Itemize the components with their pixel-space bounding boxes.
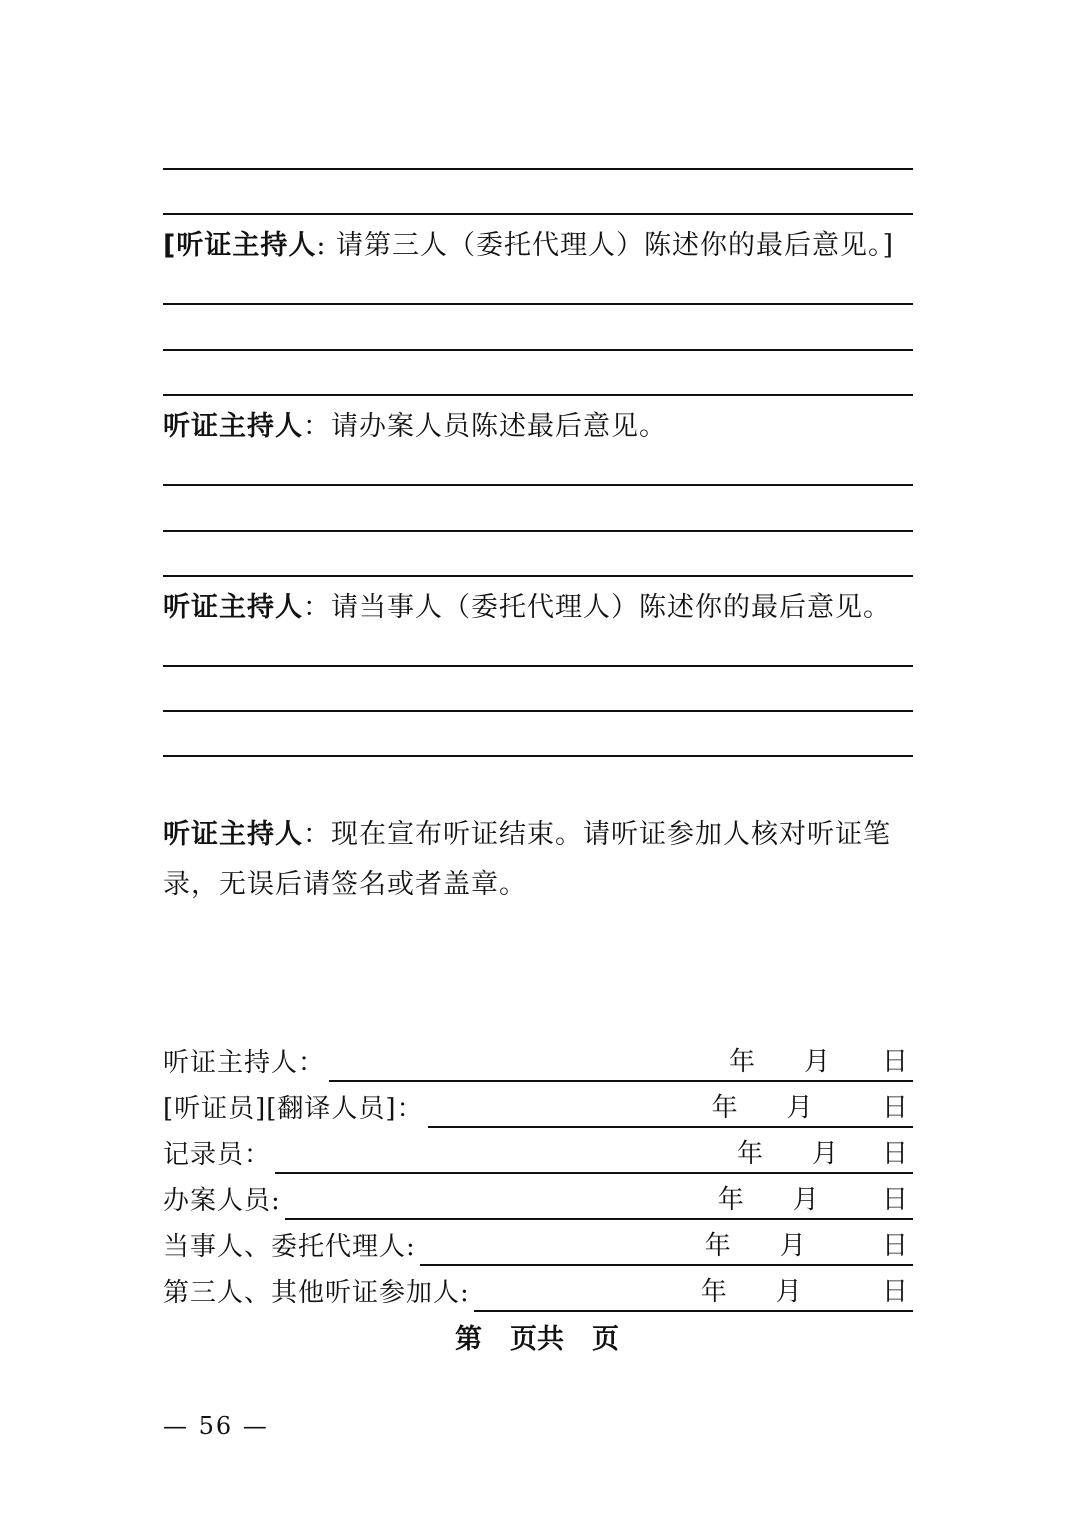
date-day: 日	[881, 1277, 909, 1307]
prompt-third-party	[163, 228, 913, 264]
blank-line	[163, 755, 913, 757]
signature-row-case-officer	[163, 1180, 913, 1220]
date-month: 月	[812, 1139, 840, 1169]
date-year: 年	[711, 1093, 739, 1123]
signature-row-third-party	[163, 1272, 913, 1312]
date-month: 月	[792, 1185, 820, 1215]
blank-line	[163, 530, 913, 532]
date-day: 日	[881, 1231, 909, 1261]
date-day: 日	[881, 1185, 909, 1215]
date-day: 日	[881, 1047, 909, 1077]
date-month: 月	[779, 1231, 807, 1261]
signature-field[interactable]	[428, 1090, 913, 1128]
speaker-label: 听证主持人	[163, 819, 303, 850]
signature-label: 记录员：	[163, 1140, 272, 1170]
signature-field[interactable]	[285, 1182, 913, 1220]
date-year: 年	[729, 1047, 757, 1077]
signature-row-party	[163, 1226, 913, 1266]
blank-line	[163, 710, 913, 712]
page-count-suffix: 页	[592, 1324, 619, 1355]
date-year: 年	[700, 1277, 728, 1307]
page-number: — 56 —	[163, 1412, 269, 1440]
blank-line	[163, 168, 913, 170]
signature-label: 当事人、委托代理人:	[163, 1232, 416, 1262]
prompt-case-officer	[163, 409, 913, 445]
page-count	[0, 1322, 1074, 1358]
prompt-text: : 请第三人（委托代理人）陈述你的最后意见。]	[316, 230, 895, 261]
signature-row-recorder	[163, 1134, 913, 1174]
prompt-party	[163, 590, 913, 626]
blank-line	[163, 484, 913, 486]
blank-line	[163, 303, 913, 305]
speaker-label: [听证主持人	[163, 230, 317, 261]
blank-line	[163, 349, 913, 351]
date-month: 月	[786, 1093, 814, 1123]
signature-label: 办案人员:	[163, 1186, 281, 1216]
signature-label: 第三人、其他听证参加人:	[163, 1278, 470, 1308]
closing-text: ：现在宣布听证结束。请听证参加人核对听证笔录，无误后请签名或者盖章。	[163, 819, 891, 900]
date-day: 日	[881, 1139, 909, 1169]
date-month: 月	[804, 1047, 832, 1077]
prompt-text: ：请办案人员陈述最后意见。	[303, 411, 667, 442]
signature-field[interactable]	[420, 1228, 913, 1266]
signature-row-host	[163, 1042, 913, 1082]
date-year: 年	[737, 1139, 765, 1169]
prompt-text: ：请当事人（委托代理人）陈述你的最后意见。	[303, 592, 891, 623]
date-year: 年	[704, 1231, 732, 1261]
closing-statement	[163, 810, 915, 910]
signature-field[interactable]	[474, 1274, 913, 1312]
signature-field[interactable]	[329, 1044, 913, 1082]
signature-label: 听证主持人：	[163, 1048, 326, 1078]
signature-row-hearing-officer	[163, 1088, 913, 1128]
speaker-label: 听证主持人	[163, 411, 303, 442]
page-count-middle: 页共	[510, 1324, 564, 1355]
speaker-label: 听证主持人	[163, 592, 303, 623]
blank-line	[163, 665, 913, 667]
date-day: 日	[881, 1093, 909, 1123]
signature-label: [听证员][翻译人员]：	[163, 1094, 424, 1124]
date-year: 年	[717, 1185, 745, 1215]
signature-field[interactable]	[275, 1136, 913, 1174]
blank-line	[163, 213, 913, 215]
page-count-prefix: 第	[455, 1324, 482, 1355]
date-month: 月	[775, 1277, 803, 1307]
blank-line	[163, 575, 913, 577]
blank-line	[163, 394, 913, 396]
